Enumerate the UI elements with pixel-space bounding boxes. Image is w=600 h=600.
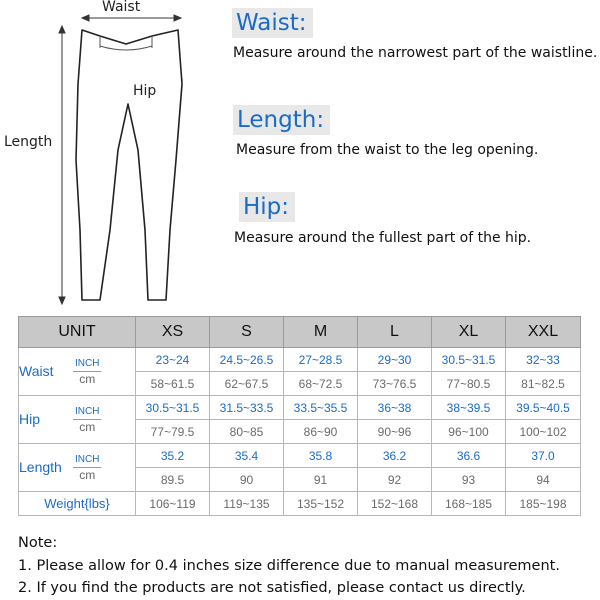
row-label-cell: [19, 444, 136, 492]
inch-value: 29~30: [358, 348, 432, 372]
table-row: [19, 348, 581, 372]
inch-value: 36.6: [432, 444, 506, 468]
cm-value: 80~85: [210, 420, 284, 444]
inch-value: 38~39.5: [432, 396, 506, 420]
inch-value: 30.5~31.5: [432, 348, 506, 372]
size-header-s: S: [210, 317, 284, 348]
hip-dimension-label: Hip: [133, 83, 157, 99]
unit-switch: [73, 357, 101, 386]
table-header-row: [19, 317, 581, 348]
inch-unit-label: INCH: [73, 357, 101, 372]
cm-unit-label: cm: [79, 372, 96, 386]
weight-value: 135~152: [284, 492, 358, 516]
table-row: [19, 492, 581, 516]
inch-value: 36~38: [358, 396, 432, 420]
inch-unit-label: INCH: [73, 405, 101, 420]
weight-value: 168~185: [432, 492, 506, 516]
inch-value: 27~28.5: [284, 348, 358, 372]
inch-value: 32~33: [506, 348, 581, 372]
cm-value: 62~67.5: [210, 372, 284, 396]
inch-value: 37.0: [506, 444, 581, 468]
row-label-cell: [19, 396, 136, 444]
size-header-xs: XS: [136, 317, 210, 348]
note-item: 1. Please allow for 0.4 inches size difference due to manual measurement.: [18, 558, 560, 574]
row-label: Hip: [19, 410, 41, 427]
row-label: Length: [19, 458, 62, 475]
unit-switch: [73, 405, 101, 434]
cm-value: 73~76.5: [358, 372, 432, 396]
cm-value: 77~80.5: [432, 372, 506, 396]
unit-header: UNIT: [19, 317, 136, 348]
inch-value: 33.5~35.5: [284, 396, 358, 420]
cm-value: 92: [358, 468, 432, 492]
cm-value: 100~102: [506, 420, 581, 444]
size-chart-table: [18, 316, 581, 516]
length-description: Measure from the waist to the leg opening.: [236, 142, 539, 158]
inch-value: 35.8: [284, 444, 358, 468]
table-row: [19, 444, 581, 468]
inch-unit-label: INCH: [73, 453, 101, 468]
cm-value: 94: [506, 468, 581, 492]
cm-value: 81~82.5: [506, 372, 581, 396]
cm-value: 77~79.5: [136, 420, 210, 444]
cm-value: 93: [432, 468, 506, 492]
inch-value: 35.4: [210, 444, 284, 468]
waist-description: Measure around the narrowest part of the waistline.: [233, 45, 598, 61]
note-title: Note:: [18, 535, 58, 551]
note-item: 2. If you find the products are not satisfied, please contact us directly.: [18, 580, 526, 596]
inch-value: 23~24: [136, 348, 210, 372]
pants-diagram: [0, 0, 210, 310]
size-header-l: L: [358, 317, 432, 348]
inch-value: 36.2: [358, 444, 432, 468]
table-row: [19, 396, 581, 420]
length-term: Length:: [233, 105, 330, 135]
hip-term: Hip:: [239, 192, 295, 222]
weight-value: 106~119: [136, 492, 210, 516]
row-label-cell: [19, 348, 136, 396]
length-dimension-arrow: [59, 26, 65, 304]
size-header-xxl: XXL: [506, 317, 581, 348]
cm-unit-label: cm: [79, 468, 96, 482]
leggings-illustration: [0, 0, 210, 310]
waist-dimension-label: Waist: [102, 0, 141, 15]
cm-value: 90: [210, 468, 284, 492]
cm-value: 89.5: [136, 468, 210, 492]
row-label: Waist: [19, 362, 54, 379]
cm-value: 58~61.5: [136, 372, 210, 396]
cm-unit-label: cm: [79, 420, 96, 434]
waist-dimension-arrow: [82, 15, 181, 21]
inch-value: 35.2: [136, 444, 210, 468]
weight-value: 119~135: [210, 492, 284, 516]
inch-value: 24.5~26.5: [210, 348, 284, 372]
weight-value: 185~198: [506, 492, 581, 516]
inch-value: 30.5~31.5: [136, 396, 210, 420]
size-header-xl: XL: [432, 317, 506, 348]
hip-description: Measure around the fullest part of the hip.: [234, 230, 532, 246]
inch-value: 31.5~33.5: [210, 396, 284, 420]
inch-value: 39.5~40.5: [506, 396, 581, 420]
cm-value: 68~72.5: [284, 372, 358, 396]
cm-value: 96~100: [432, 420, 506, 444]
size-header-m: M: [284, 317, 358, 348]
waist-term: Waist:: [232, 8, 313, 38]
weight-value: 152~168: [358, 492, 432, 516]
weight-label: Weight{lbs}: [19, 492, 136, 516]
length-dimension-label: Length: [4, 134, 53, 150]
leggings-outline: [76, 30, 182, 300]
cm-value: 91: [284, 468, 358, 492]
cm-value: 90~96: [358, 420, 432, 444]
cm-value: 86~90: [284, 420, 358, 444]
unit-switch: [73, 453, 101, 482]
